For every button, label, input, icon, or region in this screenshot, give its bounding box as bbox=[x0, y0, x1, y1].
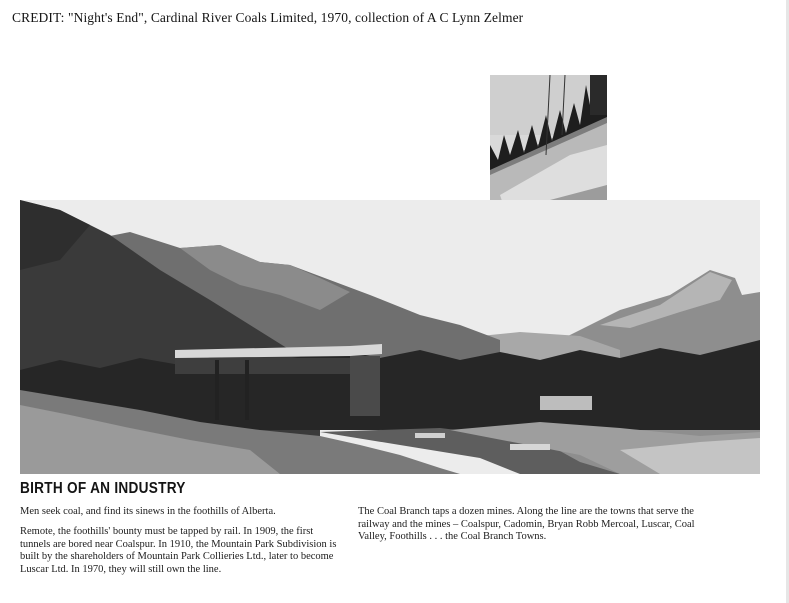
history-paragraph: Remote, the foothills' bounty must be tapped by rail. In 1909, the first tunnels are bored near Coalspur. In 1910, the Mountain Park Subdivision is built by the shareholders of Mountain Park Collieries Ltd., later to become Luscar Ltd. In 1970, they will still own the line. bbox=[20, 526, 337, 575]
coal-branch-paragraph: The Coal Branch taps a dozen mines. Along the line are the towns that serve the railway and the mines – Coalspur, Cadomin, Bryan Robb Mercoal, Luscar, Coal Valley, Foothills . . . the Coal Branch Towns. bbox=[358, 506, 695, 542]
credit-line: CREDIT: "Night's End", Cardinal River Coals Limited, 1970, collection of A C Lynn Zelmer bbox=[12, 10, 524, 25]
section-heading: BIRTH OF AN INDUSTRY bbox=[20, 480, 186, 497]
intro-paragraph: Men seek coal, and find its sinews in the foothills of Alberta. bbox=[20, 506, 276, 517]
mountain-valley-photo bbox=[20, 200, 760, 474]
